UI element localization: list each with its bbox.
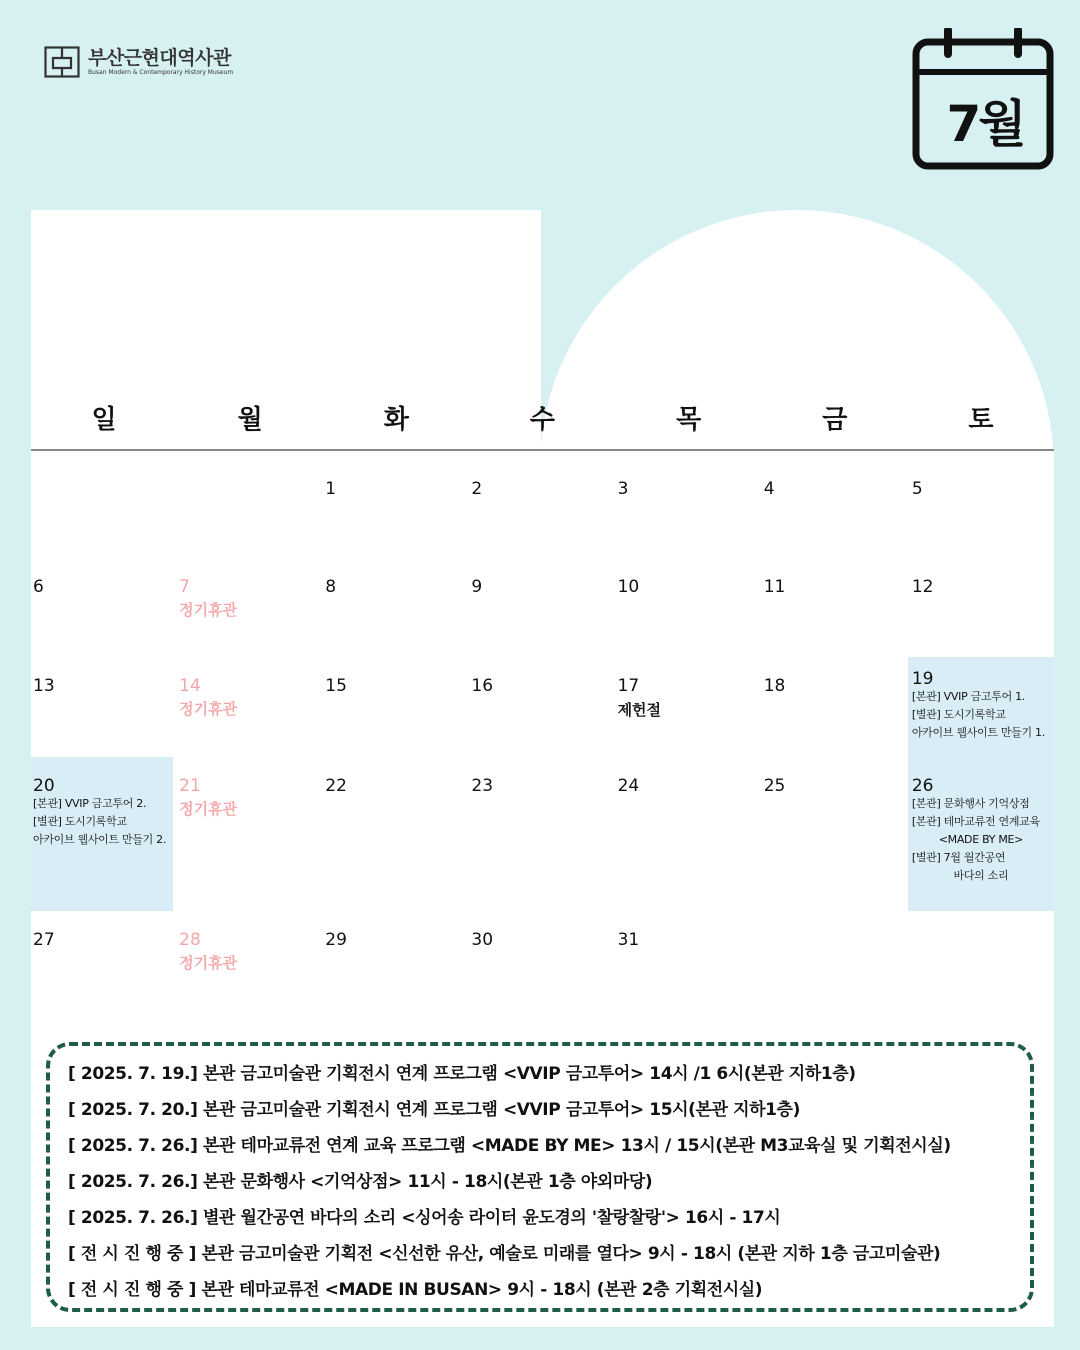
logo-english-name: Busan Modern & Contemporary History Museum (88, 68, 234, 76)
day-cell-28 (177, 911, 323, 1011)
day-number: 27 (33, 930, 55, 950)
weekday-fri: 금 (822, 405, 848, 435)
header-divider (31, 449, 1054, 451)
day-number: 14 (179, 676, 201, 696)
event-line: [본관] VVIP 금고투어 2. (33, 797, 147, 810)
day-number: 10 (617, 577, 640, 597)
closed-label: 정기휴관 (179, 954, 238, 972)
holiday-label: 제헌절 (617, 701, 662, 719)
program-item: [ 2025. 7. 26.] 본관 테마교류전 연계 교육 프로그램 <MADE BY ME> 13시 / 15시(본관 M3교육실 및 기획전시실) (68, 1136, 951, 1156)
program-item: [ 2025. 7. 26.] 별관 월간공연 바다의 소리 <싱어송 라이터 윤도경의 '찰랑찰랑'> 16시 - 17시 (68, 1208, 781, 1228)
day-number: 3 (617, 479, 629, 499)
weekday-thu: 목 (676, 405, 702, 435)
day-number: 13 (33, 676, 55, 696)
logo-korean-name: 부산근현대역사관 (88, 46, 231, 69)
empty-cell (31, 460, 177, 558)
day-number: 17 (617, 676, 640, 696)
empty-cell (177, 460, 323, 558)
program-item: [ 전 시 진 행 중 ] 본관 금고미술관 기획전 <신선한 유산, 예술로 미래를 열다> 9시 - 18시 (본관 지하 1층 금고미술관) (68, 1244, 941, 1264)
empty-cell (762, 911, 908, 1011)
day-cell-29 (323, 911, 469, 1011)
day-cell-12 (908, 558, 1054, 657)
day-number: 16 (471, 676, 494, 696)
program-item: [ 2025. 7. 20.] 본관 금고미술관 기획전시 연계 프로그램 <VVIP 금고투어> 15시(본관 지하1층) (68, 1100, 800, 1120)
closed-label: 정기휴관 (179, 700, 238, 718)
day-number: 19 (911, 669, 934, 689)
closed-label: 정기휴관 (179, 601, 238, 619)
day-number: 2 (471, 479, 483, 499)
event-line: [본관] VVIP 금고투어 1. (911, 690, 1025, 703)
day-cell-4 (762, 460, 908, 558)
day-number: 12 (911, 577, 934, 597)
month-title: 7월 (946, 95, 1024, 153)
day-cell-31 (616, 911, 762, 1011)
program-item: [ 2025. 7. 19.] 본관 금고미술관 기획전시 연계 프로그램 <VVIP 금고투어> 14시 /1 6시(본관 지하1층) (68, 1064, 856, 1084)
day-number: 26 (911, 776, 934, 796)
day-cell-1 (323, 460, 469, 558)
day-cell-21 (177, 757, 323, 911)
day-cell-11 (762, 558, 908, 657)
event-line: [본관] 테마교류전 연계교육 (911, 815, 1040, 828)
calendar-grid (31, 460, 1054, 1011)
day-cell-16 (469, 657, 615, 757)
day-number: 8 (325, 577, 337, 597)
day-cell-26 (908, 757, 1054, 911)
day-number: 21 (179, 776, 201, 796)
day-cell-8 (323, 558, 469, 657)
day-cell-23 (469, 757, 615, 911)
day-cell-25 (762, 757, 908, 911)
day-number: 22 (325, 776, 347, 796)
day-number: 30 (471, 930, 494, 950)
event-line: [본관] 문화행사 기억상점 (911, 797, 1030, 810)
day-number: 15 (325, 676, 347, 696)
weekday-tue: 화 (383, 405, 409, 435)
event-line: <MADE BY ME> (938, 833, 1024, 846)
day-cell-19 (908, 657, 1054, 757)
event-line: [별관] 도시기록학교 (33, 815, 127, 828)
day-cell-2 (469, 460, 615, 558)
day-cell-6 (31, 558, 177, 657)
day-number: 23 (471, 776, 494, 796)
day-number: 7 (179, 577, 190, 597)
day-number: 28 (179, 930, 201, 950)
day-cell-13 (31, 657, 177, 757)
day-number: 1 (325, 479, 337, 499)
day-number: 4 (763, 479, 775, 499)
event-line: [별관] 도시기록학교 (911, 708, 1006, 721)
day-cell-5 (908, 460, 1054, 558)
empty-cell (908, 911, 1054, 1011)
day-number: 29 (325, 930, 347, 950)
museum-logo-icon (44, 46, 80, 78)
program-item: [ 2025. 7. 26.] 본관 문화행사 <기억상점> 11시 - 18시(본관 1층 야외마당) (68, 1172, 653, 1192)
day-number: 25 (763, 776, 786, 796)
day-number: 11 (763, 577, 786, 597)
program-list-box (46, 1042, 1034, 1312)
event-line: 아카이브 웹사이트 만들기 2. (33, 833, 167, 846)
weekday-mon: 월 (237, 405, 263, 435)
day-cell-10 (616, 558, 762, 657)
weekday-wed: 수 (529, 405, 556, 435)
day-cell-7 (177, 558, 323, 657)
museum-logo (44, 46, 233, 78)
day-cell-17 (616, 657, 762, 757)
event-line: 바다의 소리 (953, 869, 1009, 882)
day-cell-24 (616, 757, 762, 911)
day-cell-27 (31, 911, 177, 1011)
day-cell-20 (31, 757, 173, 911)
day-cell-14 (177, 657, 323, 757)
day-cell-30 (469, 911, 615, 1011)
day-cell-22 (323, 757, 469, 911)
event-line: [별관] 7월 월간공연 (911, 851, 1006, 864)
event-line: 아카이브 웹사이트 만들기 1. (911, 726, 1045, 739)
day-cell-18 (762, 657, 908, 757)
weekday-sat: 토 (968, 405, 994, 435)
closed-label: 정기휴관 (179, 800, 238, 818)
weekday-header (31, 400, 1054, 448)
day-number: 5 (911, 479, 923, 499)
day-number: 6 (33, 577, 44, 597)
weekday-sun: 일 (91, 405, 117, 435)
day-cell-3 (616, 460, 762, 558)
day-number: 31 (617, 930, 640, 950)
day-number: 20 (33, 776, 55, 796)
day-cell-9 (469, 558, 615, 657)
day-number: 9 (471, 577, 483, 597)
program-item: [ 전 시 진 행 중 ] 본관 테마교류전 <MADE IN BUSAN> 9시 - 18시 (본관 2층 기획전시실) (68, 1280, 763, 1300)
day-number: 24 (617, 776, 640, 796)
day-cell-15 (323, 657, 469, 757)
day-number: 18 (763, 676, 786, 696)
